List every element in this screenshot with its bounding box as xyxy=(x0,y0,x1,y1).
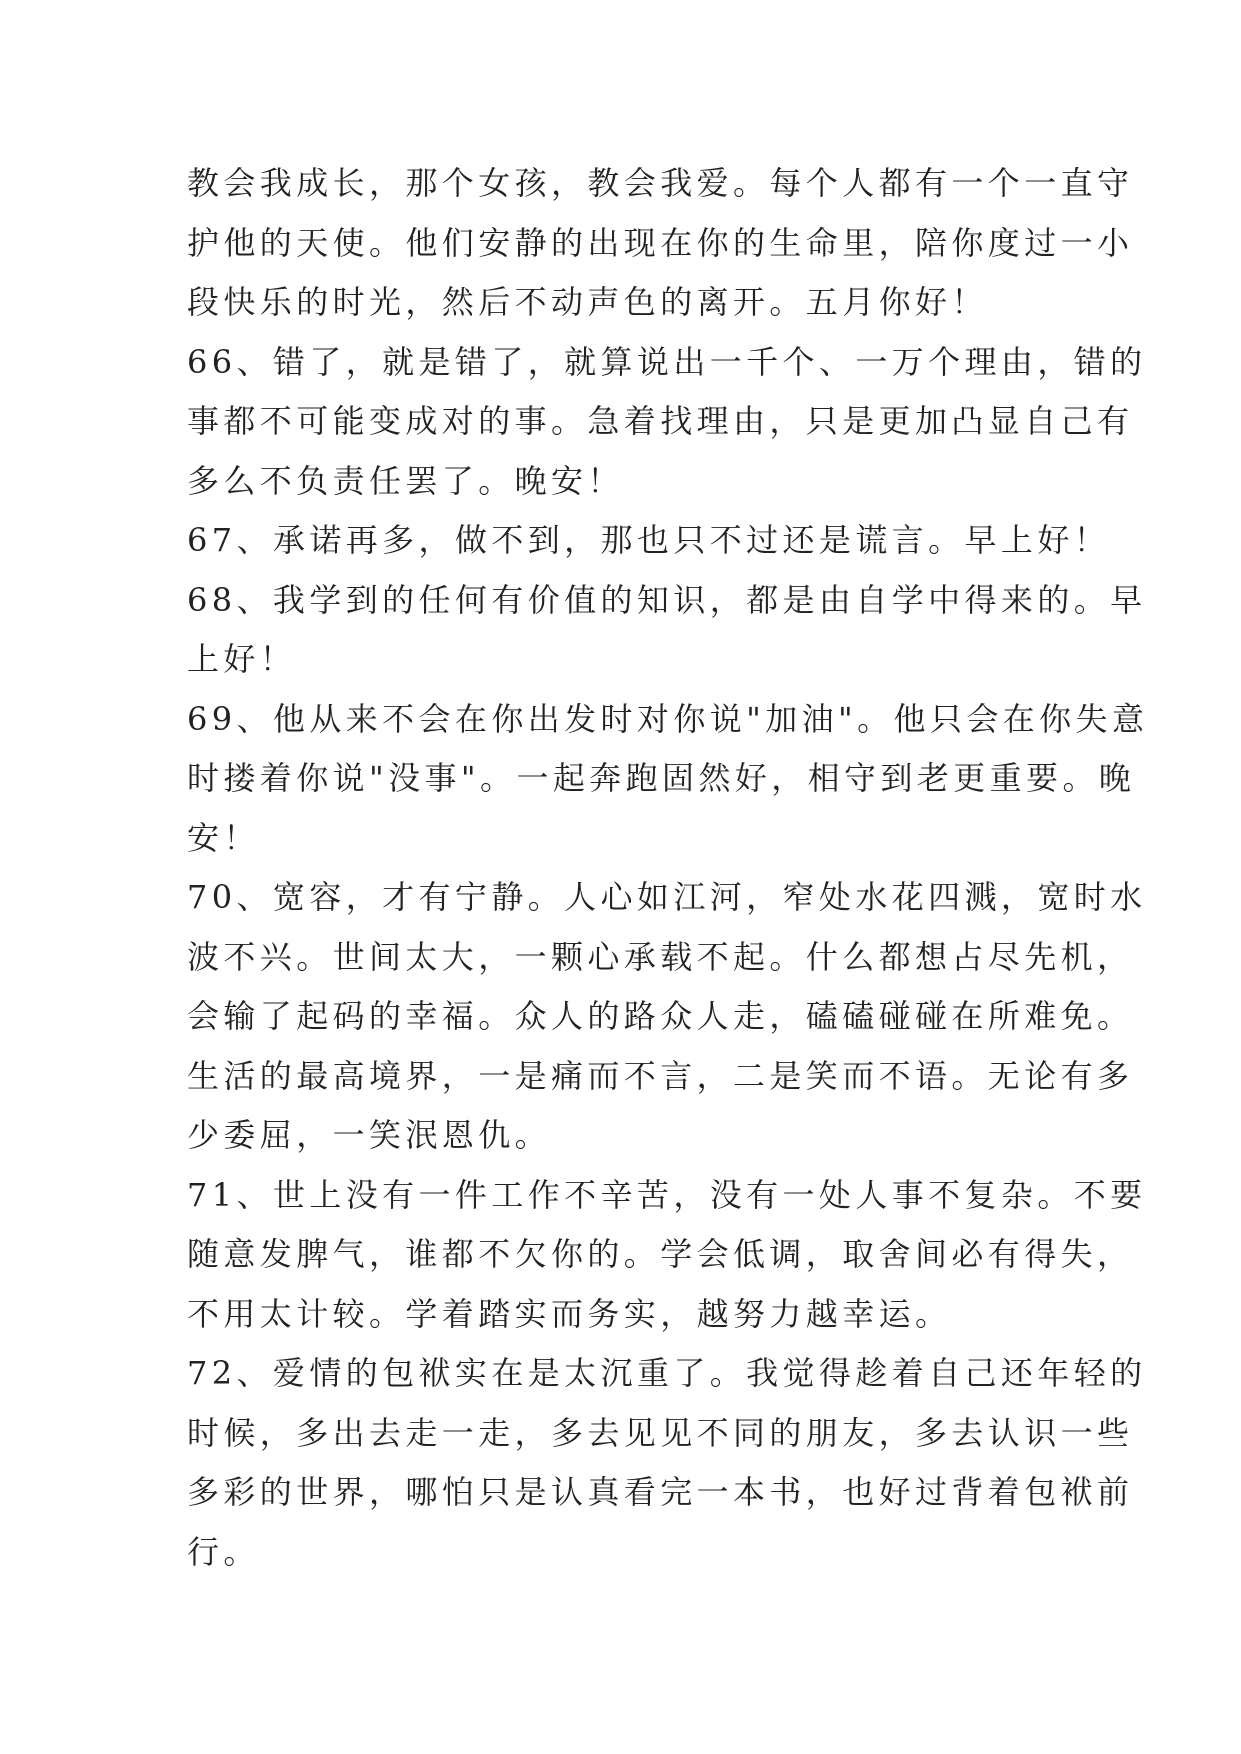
paragraph-71 xyxy=(187,1166,1147,1345)
text-line: 不用太计较。学着踏实而务实，越努力越幸运。 xyxy=(187,1294,952,1333)
text-line: 生活的最高境界，一是痛而不言，二是笑而不语。无论有多 xyxy=(187,1056,1134,1095)
paragraph-69 xyxy=(187,690,1149,869)
text-line: 会输了起码的幸福。众人的路众人走，磕磕碰碰在所难免。 xyxy=(187,997,1134,1035)
text-line: 安！ xyxy=(187,818,260,857)
text-line: 时搂着你说"没事"。一起奔跑固然好，相守到老更重要。晚 xyxy=(187,759,1136,797)
text-line: 行。 xyxy=(187,1532,260,1571)
text-line: 69、他从来不会在你出发时对你说"加油"。他只会在你失意 xyxy=(187,699,1149,738)
paragraph-72 xyxy=(187,1344,1147,1582)
paragraph-70 xyxy=(187,868,1147,1166)
paragraph-67 xyxy=(187,511,1111,571)
paragraph-68 xyxy=(187,571,1147,690)
text-line: 教会我成长，那个女孩，教会我爱。每个人都有一个一直守 xyxy=(187,164,1134,202)
text-line: 少委屈，一笑泯恩仇。 xyxy=(187,1116,552,1154)
text-line: 时候，多出去走一走，多去见见不同的朋友，多去认识一些 xyxy=(187,1413,1134,1452)
text-line: 多彩的世界，哪怕只是认真看完一本书，也好过背着包袱前 xyxy=(187,1473,1134,1511)
text-line: 事都不可能变成对的事。急着找理由，只是更加凸显自己有 xyxy=(187,402,1134,440)
text-line: 随意发脾气，谁都不欠你的。学会低调，取舍间必有得失， xyxy=(187,1235,1134,1273)
text-line: 护他的天使。他们安静的出现在你的生命里，陪你度过一小 xyxy=(187,223,1134,262)
text-line: 多么不负责任罢了。晚安！ xyxy=(187,461,624,500)
text-line: 67、承诺再多，做不到，那也只不过还是谎言。早上好！ xyxy=(187,521,1111,559)
text-line: 71、世上没有一件工作不辛苦，没有一处人事不复杂。不要 xyxy=(187,1175,1147,1214)
text-line: 70、宽容，才有宁静。人心如江河，窄处水花四溅，宽时水 xyxy=(187,878,1147,916)
text-line: 上好！ xyxy=(187,640,297,678)
text-line: 波不兴。世间太大，一颗心承载不起。什么都想占尽先机， xyxy=(187,937,1134,976)
paragraph-intro-continued xyxy=(187,154,1134,333)
document-body xyxy=(187,154,1149,1582)
text-line: 66、错了，就是错了，就算说出一千个、一万个理由，错的 xyxy=(187,342,1147,381)
text-line: 68、我学到的任何有价值的知识，都是由自学中得来的。早 xyxy=(187,580,1147,619)
text-line: 段快乐的时光，然后不动声色的离开。五月你好！ xyxy=(187,283,988,321)
paragraph-66 xyxy=(187,333,1147,512)
text-line: 72、爱情的包袱实在是太沉重了。我觉得趁着自己还年轻的 xyxy=(187,1354,1147,1392)
